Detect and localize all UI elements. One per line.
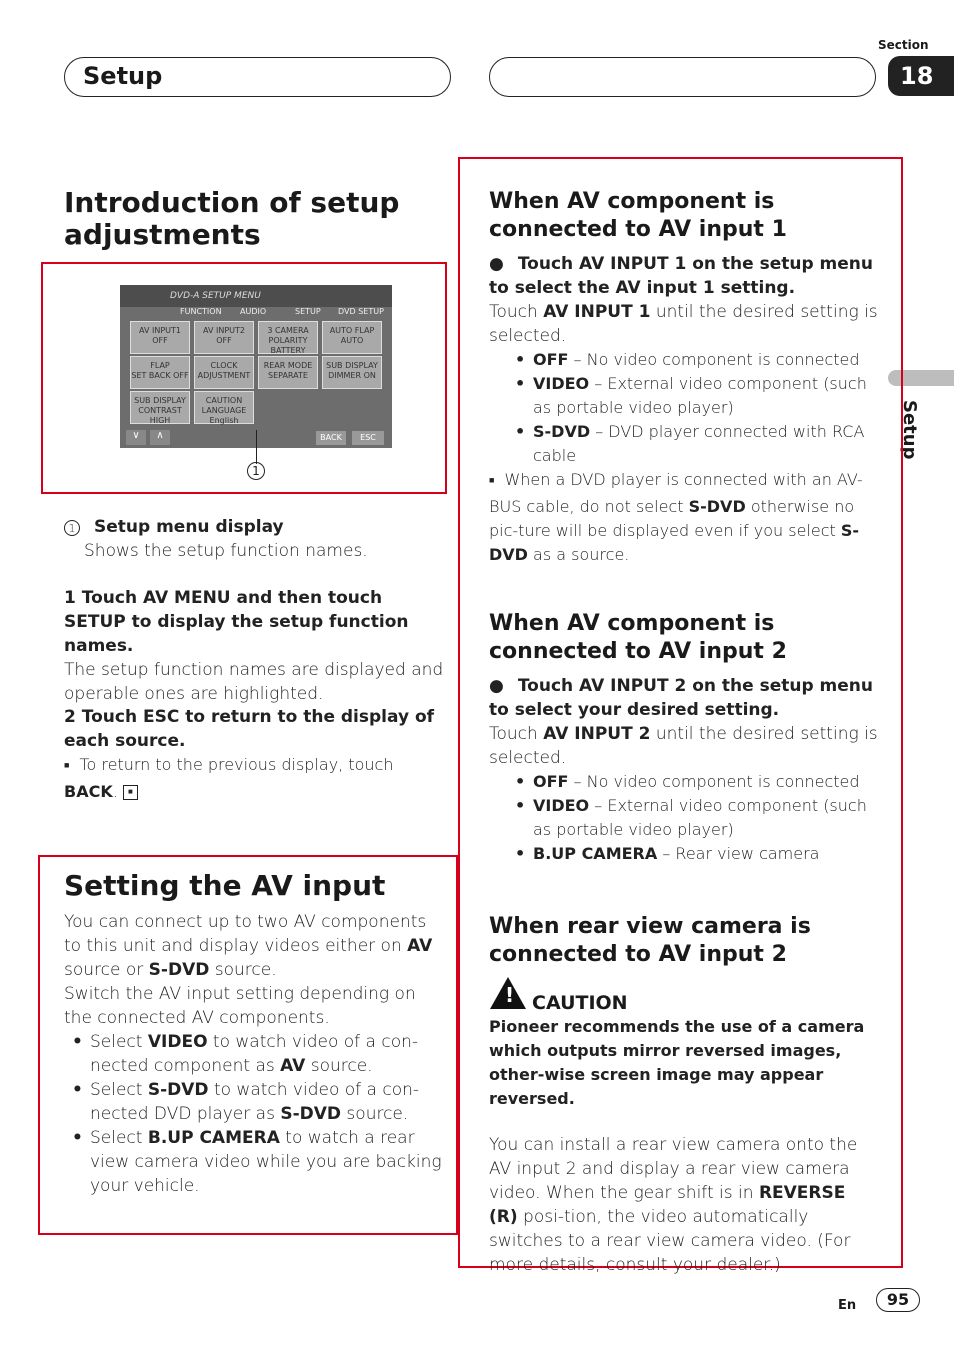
callout-caption [64, 515, 454, 563]
list-item: • Select B.UP CAMERA to watch a rear view camera video while you are backing your vehicle. [64, 1126, 448, 1198]
intro-title: Introduction of setup adjustments [64, 186, 400, 251]
screen-button[interactable]: SUB DISPLAY CONTRAST HIGH [130, 391, 190, 424]
list-item: • B.UP CAMERA – Rear view camera [507, 842, 879, 866]
av1-section [489, 188, 879, 567]
step-1 [64, 586, 448, 706]
step2-title: 2 Touch ESC to return to the display of each source. [64, 707, 435, 751]
av-p1: You can connect up to two AV components to this unit and display videos either on AV source or S-DVD source. [64, 912, 433, 980]
step2-note: ■ To return to the previous display, touch [64, 753, 448, 780]
screen-title: DVD-A SETUP MENU [120, 285, 392, 307]
chevron-up-icon[interactable]: ∧ [150, 430, 170, 445]
setup-menu-screen [120, 285, 392, 448]
header-blank-pill [489, 57, 876, 97]
footer-lang: En [838, 1298, 857, 1313]
screen-tab: FUNCTION [180, 307, 222, 316]
av-list [64, 1030, 448, 1198]
screen-button[interactable]: REAR MODE SEPARATE [258, 356, 318, 389]
callout-number: 1 [247, 462, 265, 480]
av2-title: When AV component is connected to AV input 2 [489, 611, 787, 664]
caption-number: 1 [64, 520, 80, 536]
screen-button[interactable]: FLAP SET BACK OFF [130, 356, 190, 389]
list-item: • S-DVD – DVD player connected with RCA cable [507, 420, 879, 468]
av-title: Setting the AV input [64, 869, 386, 902]
caption-title: Setup menu display [94, 517, 284, 537]
screen-tab: DVD SETUP [338, 307, 384, 316]
screen-tab: AUDIO [240, 307, 267, 316]
section-number: 18 [888, 56, 954, 96]
screen-back-button[interactable]: BACK [316, 431, 346, 445]
screen-esc-button[interactable]: ESC [352, 431, 384, 445]
screen-button[interactable]: CLOCK ADJUSTMENT [194, 356, 254, 389]
end-mark-icon: ■ [123, 785, 138, 800]
cam-paragraph: You can install a rear view camera onto the AV input 2 and display a rear view camera video. When the gear shift is in REVERSE (R) posi-tion, the video automatically switches to a rear view camera video. (For more details, consult your dealer.) [489, 1135, 858, 1275]
av1-desc: Touch AV INPUT 1 until the desired setting is selected. [489, 302, 878, 346]
list-item: • Select VIDEO to watch video of a con-nected component as AV source. [64, 1030, 448, 1078]
av2-list [489, 770, 879, 866]
av2-desc: Touch AV INPUT 2 until the desired setting is selected. [489, 724, 878, 768]
caution-body [489, 1015, 879, 1277]
screen-tab: SETUP [295, 307, 321, 316]
av1-list [489, 348, 879, 468]
callout-line [256, 430, 257, 464]
screen-button[interactable]: SUB DISPLAY DIMMER ON [322, 356, 382, 389]
screen-button[interactable]: CAUTION LANGUAGE English [194, 391, 254, 424]
list-item: • OFF – No video component is connected [507, 348, 879, 372]
camera-section [489, 913, 879, 969]
screen-tabs [160, 307, 392, 317]
screen-button[interactable]: AV INPUT2 OFF [194, 321, 254, 354]
page-number: 95 [876, 1288, 920, 1312]
step1-desc: The setup function names are displayed and operable ones are highlighted. [64, 660, 444, 704]
header-title-pill [64, 57, 451, 97]
list-item: • OFF – No video component is connected [507, 770, 879, 794]
chevron-down-icon[interactable]: ∨ [126, 430, 146, 445]
caption-desc: Shows the setup function names. [84, 541, 368, 561]
warning-icon: ! [490, 977, 526, 1009]
step-2 [64, 705, 448, 804]
step2-note-end: BACK. ■ [64, 780, 448, 804]
header-title: Setup [83, 62, 163, 90]
screen-button[interactable]: 3 CAMERA POLARITY BATTERY [258, 321, 318, 354]
av2-step: ● Touch AV INPUT 2 on the setup menu to select your desired setting. [489, 676, 874, 720]
screen-button[interactable]: AUTO FLAP AUTO [322, 321, 382, 354]
side-label: Setup [899, 400, 920, 460]
caution-text: Pioneer recommends the use of a camera which outputs mirror reversed images, other-wise screen image may appear reversed. [489, 1017, 865, 1108]
av1-note: ■ When a DVD player is connected with an AV-BUS cable, do not select S-DVD otherwise no pic-ture will be displayed even if you select S-DVD as a source. [489, 468, 879, 567]
av2-section [489, 610, 879, 866]
list-item: • VIDEO – External video component (such as portable video player) [507, 794, 879, 842]
av1-step: ● Touch AV INPUT 1 on the setup menu to select the AV input 1 setting. [489, 254, 874, 298]
list-item: • Select S-DVD to watch video of a con-nected DVD player as S-DVD source. [64, 1078, 448, 1126]
av1-title: When AV component is connected to AV input 1 [489, 189, 787, 242]
step1-title: 1 Touch AV MENU and then touch SETUP to display the setup function names. [64, 588, 409, 656]
cam-title: When rear view camera is connected to AV input 2 [489, 914, 811, 967]
av-input-section [64, 870, 448, 1198]
screen-button[interactable]: AV INPUT1 OFF [130, 321, 190, 354]
list-item: • VIDEO – External video component (such as portable video player) [507, 372, 879, 420]
caution-label: CAUTION [532, 992, 628, 1014]
av-p2: Switch the AV input setting depending on the connected AV components. [64, 984, 416, 1028]
section-label: Section [878, 38, 929, 52]
